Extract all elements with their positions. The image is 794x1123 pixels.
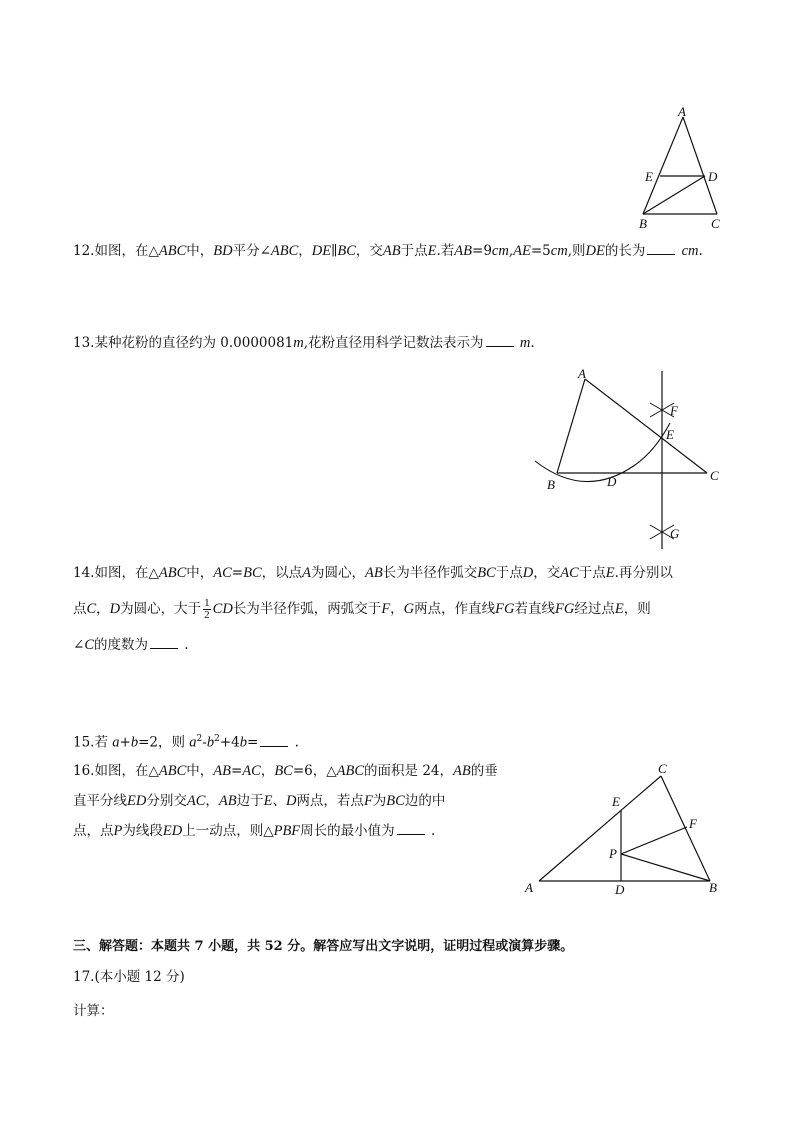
label-G: G: [670, 526, 680, 541]
label-C: C: [711, 216, 720, 231]
label-E: E: [666, 427, 674, 442]
question-14-line-2: 点C，D为圆心，大于 $\frac{1}{2}$ CD长为半径作弧，两弧交于F，G两点，作直线FG若直线FG经过点E，则: [73, 597, 651, 621]
label-E: E: [645, 169, 653, 184]
question-16-line-2: 直平分线ED分别交AC，AB边于E、D两点，若点F为BC边的中: [73, 793, 446, 809]
label-B: B: [709, 880, 717, 895]
label-F: F: [670, 403, 678, 418]
question-12: 12.如图，在△ABC中，BD平分∠ABC，DE∥BC，交AB于点E.若AB=9cm,AE=5cm,则DE的长为 cm.: [73, 243, 703, 259]
question-17-title: 17.(本小题 12 分): [73, 969, 185, 985]
label-C: C: [710, 468, 719, 483]
label-C: C: [658, 761, 667, 776]
label-E: E: [612, 794, 620, 809]
answer-blank[interactable]: [150, 636, 178, 649]
label-B: B: [639, 216, 647, 231]
question-16-line-3: 点，点P为线段ED上一动点，则△PBF周长的最小值为 .: [73, 823, 436, 839]
label-F: F: [689, 816, 697, 831]
label-B: B: [547, 477, 555, 492]
label-D: D: [607, 474, 617, 489]
question-17-prompt: 计算：: [73, 1003, 114, 1019]
fraction-one-half: $\frac{1}{2}$: [204, 597, 210, 621]
label-A: A: [525, 880, 533, 895]
question-16-line-1: 16.如图，在△ABC中，AB=AC，BC=6，△ABC的面积是 24，AB的垂: [73, 763, 498, 779]
figure-q16-triangle: [520, 760, 730, 900]
label-A: A: [678, 104, 686, 119]
label-D: D: [615, 882, 625, 897]
question-15: 15.若 a+b=2，则 $a^2-b^2+4b=$ .: [73, 734, 299, 751]
question-14-line-1: 14.如图，在△ABC中，AC=BC，以点A为圆心，AB长为半径作弧交BC于点D，交AC于点E.再分别以: [73, 565, 673, 581]
label-P: P: [609, 846, 617, 861]
question-13: 13.某种花粉的直径约为 0.0000081m,花粉直径用科学记数法表示为 m.: [73, 335, 535, 351]
label-A: A: [578, 366, 586, 381]
answer-blank[interactable]: [260, 734, 288, 747]
section-3-heading: 三、解答题：本题共 7 小题，共 52 分。解答应写出文字说明，证明过程或演算步骤。: [73, 939, 574, 954]
question-14-line-3: ∠C的度数为 .: [73, 637, 189, 653]
answer-blank[interactable]: [647, 242, 675, 255]
label-D: D: [708, 169, 718, 184]
figure-q14-construction: [525, 365, 735, 555]
figure-q12-triangle: [630, 104, 730, 234]
answer-blank[interactable]: [397, 822, 425, 835]
answer-blank[interactable]: [486, 334, 514, 347]
